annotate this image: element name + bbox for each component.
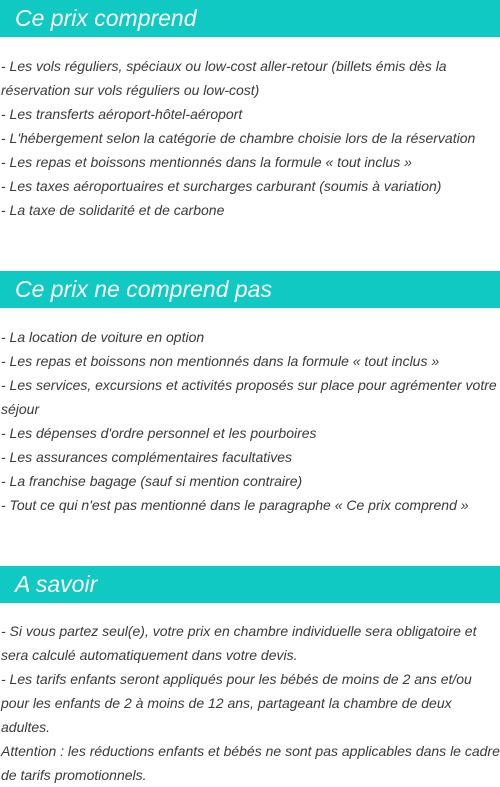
list-item: - Les transferts aéroport-hôtel-aéroport bbox=[1, 106, 243, 122]
price-includes-heading: Ce prix comprend bbox=[0, 0, 500, 37]
price-includes-section bbox=[0, 0, 500, 222]
list-item: - La location de voiture en option bbox=[1, 329, 205, 345]
list-item: - Les repas et boissons mentionnés dans la formule « tout inclus » bbox=[1, 154, 412, 170]
list-item: - L'hébergement selon la catégorie de chambre choisie lors de la réservation bbox=[1, 130, 476, 146]
list-item: - Tout ce qui n'est pas mentionné dans le paragraphe « Ce prix comprend » bbox=[1, 497, 469, 513]
price-excludes-section bbox=[0, 271, 500, 517]
price-excludes-list bbox=[0, 325, 500, 517]
good-to-know-list bbox=[0, 619, 500, 787]
list-item: - Les vols réguliers, spéciaux ou low-cost aller-retour (billets émis dès la réservation sur vols réguliers ou low-cost) bbox=[1, 58, 447, 98]
list-item: - Les dépenses d'ordre personnel et les pourboires bbox=[1, 425, 317, 441]
good-to-know-section bbox=[0, 566, 500, 787]
list-item: - Les tarifs enfants seront appliqués pour les bébés de moins de 2 ans et/ou pour les enfants de 2 à moins de 12 ans, partageant la chambre de deux adultes. bbox=[1, 671, 472, 735]
list-item: - Les assurances complémentaires facultatives bbox=[1, 449, 293, 465]
list-item: - Les services, excursions et activités proposés sur place pour agrémenter votre séjour bbox=[1, 377, 497, 417]
price-includes-list bbox=[0, 54, 500, 222]
list-item: - Si vous partez seul(e), votre prix en chambre individuelle sera obligatoire et sera calculé automatiquement dans votre devis. bbox=[1, 623, 477, 663]
list-item: - La taxe de solidarité et de carbone bbox=[1, 202, 225, 218]
list-item: - La franchise bagage (sauf si mention contraire) bbox=[1, 473, 303, 489]
list-item: - Les taxes aéroportuaires et surcharges carburant (soumis à variation) bbox=[1, 178, 442, 194]
list-item: - Les repas et boissons non mentionnés dans la formule « tout inclus » bbox=[1, 353, 440, 369]
list-item: Attention : les réductions enfants et bébés ne sont pas applicables dans le cadre de tarifs promotionnels. bbox=[1, 743, 500, 783]
good-to-know-heading: A savoir bbox=[0, 566, 500, 603]
price-excludes-heading: Ce prix ne comprend pas bbox=[0, 271, 500, 308]
